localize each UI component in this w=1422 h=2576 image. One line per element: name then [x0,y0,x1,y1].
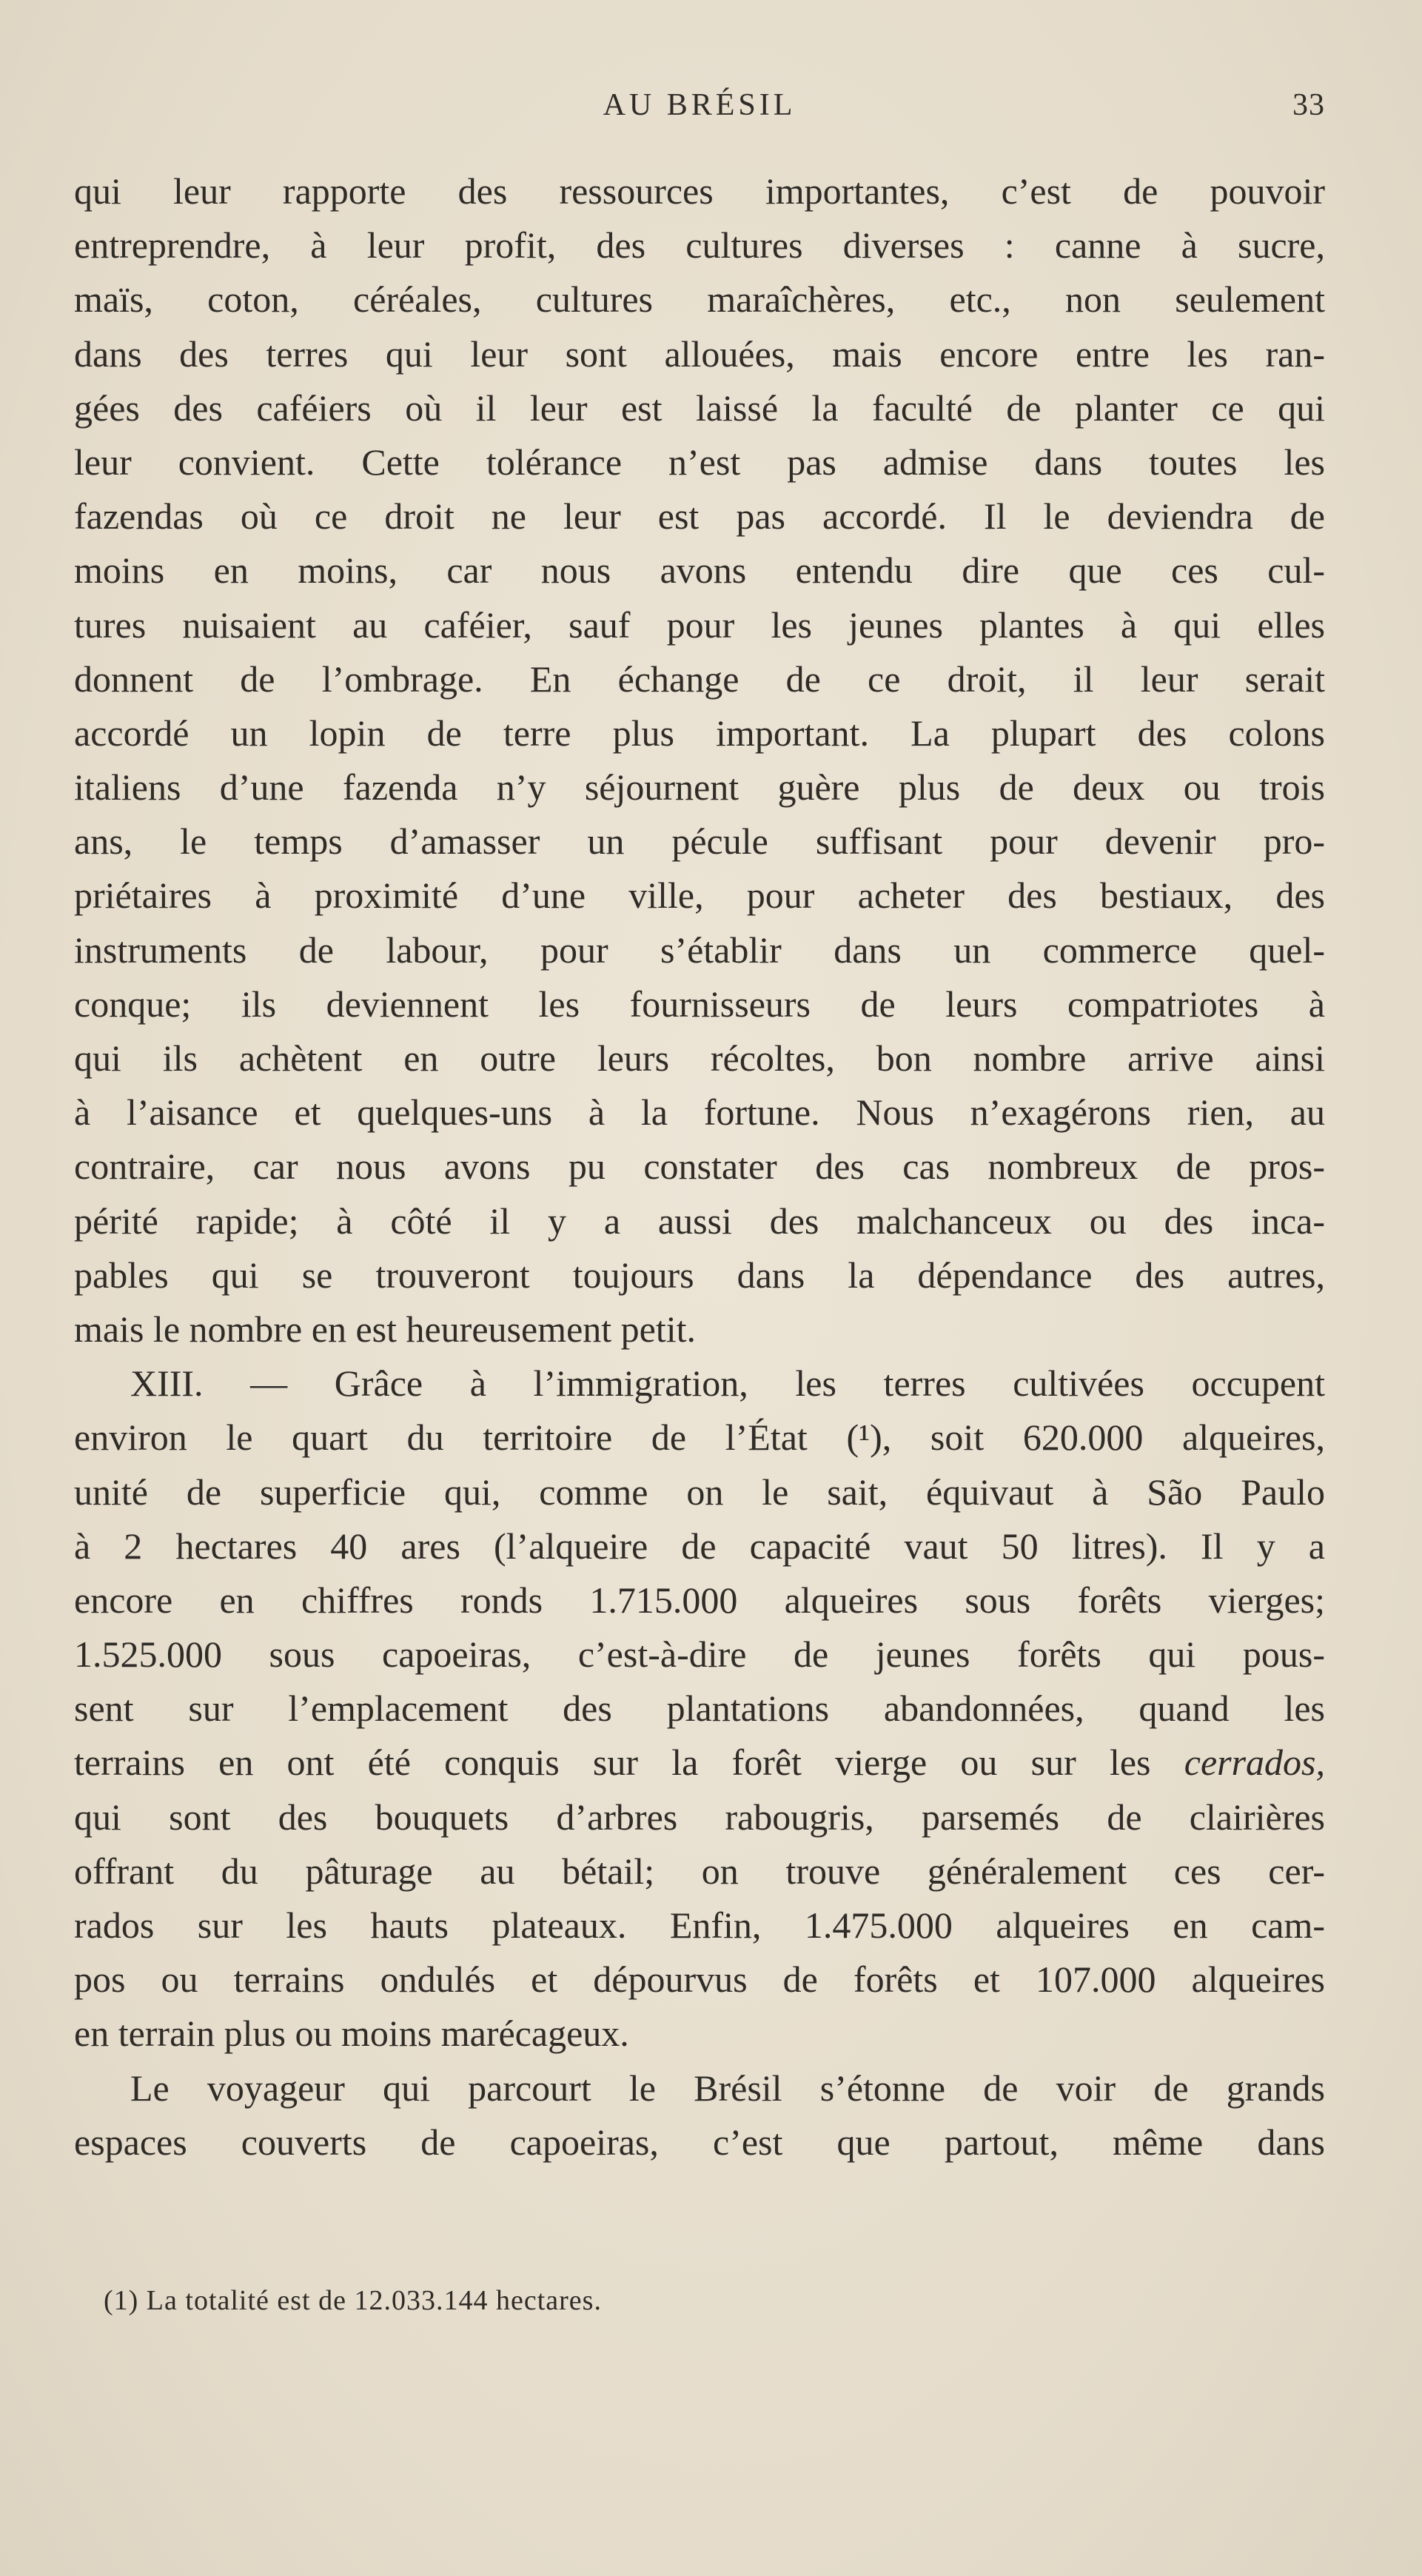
text-line: tures nuisaient au caféier, sauf pour les jeunes plantes à qui elles [74,603,1325,646]
text-line: instruments de labour, pour s’établir dans un commerce quel- [74,929,1325,971]
text-line: qui ils achètent en outre leurs récoltes, bon nombre arrive ainsi [74,1037,1325,1079]
text-line: sent sur l’emplacement des plantations abandonnées, quand les [74,1687,1325,1730]
text-line: conque; ils deviennent les fournisseurs de leurs compatriotes à [74,983,1325,1025]
text-line: pos ou terrains ondulés et dépourvus de forêts et 107.000 alqueires [74,1958,1325,2001]
text-line: espaces couverts de capoeiras, c’est que partout, même dans [74,2121,1325,2163]
text-line: à l’aisance et quelques-uns à la fortune. Nous n’exagérons rien, au [74,1091,1325,1134]
footnote: (1) La totalité est de 12.033.144 hectares. [104,2285,602,2316]
text-line: donnent de l’ombrage. En échange de ce droit, il leur serait [74,658,1325,700]
text-line: fazendas où ce droit ne leur est pas accordé. Il le deviendra de [74,495,1325,538]
text-line: moins en moins, car nous avons entendu dire que ces cul- [74,549,1325,592]
text-line: qui sont des bouquets d’arbres rabougris, parsemés de clairières [74,1796,1325,1838]
running-title: AU BRÉSIL [603,88,796,122]
text-line: environ le quart du territoire de l’État (¹), soit 620.000 alqueires, [74,1416,1325,1459]
text-line: entreprendre, à leur profit, des cultures diverses : canne à sucre, [74,224,1325,267]
text-line: maïs, coton, céréales, cultures maraîchères, etc., non seulement [74,278,1325,321]
text-line: priétaires à proximité d’une ville, pour acheter des bestiaux, des [74,874,1325,917]
text-line: rados sur les hauts plateaux. Enfin, 1.475.000 alqueires en cam- [74,1904,1325,1946]
text-line: offrant du pâturage au bétail; on trouve généralement ces cer- [74,1850,1325,1892]
page-number: 33 [1292,88,1325,122]
text-line-paragraph-start: Le voyageur qui parcourt le Brésil s’étonne de voir de grands [130,2067,1325,2109]
text-line: gées des caféiers où il leur est laissé la faculté de planter ce qui [74,387,1325,429]
text-line: qui leur rapporte des ressources importantes, c’est de pouvoir [74,170,1325,212]
text-line-with-italic [74,1736,1325,1790]
running-header [74,87,1325,132]
text-line: ans, le temps d’amasser un pécule suffisant pour devenir pro- [74,820,1325,863]
text-line: pables qui se trouveront toujours dans la dépendance des autres, [74,1254,1325,1296]
text-line: italiens d’une fazenda n’y séjournent guère plus de deux ou trois [74,766,1325,809]
text-line: 1.525.000 sous capoeiras, c’est-à-dire de jeunes forêts qui pous- [74,1633,1325,1676]
text-line: périté rapide; à côté il y a aussi des malchanceux ou des inca- [74,1200,1325,1242]
text-line: contraire, car nous avons pu constater des cas nombreux de pros- [74,1145,1325,1188]
body-text [74,164,1325,2169]
text-line-paragraph-end: en terrain plus ou moins marécageux. [74,2013,629,2055]
italic-term: cerrados, [1184,1742,1326,1784]
text-line-paragraph-end: mais le nombre en est heureusement petit. [74,1308,697,1350]
text-line: unité de superficie qui, comme on le sait, équivaut à São Paulo [74,1471,1325,1513]
text-line: accordé un lopin de terre plus important. La plupart des colons [74,712,1325,754]
text-line: à 2 hectares 40 ares (l’alqueire de capacité vaut 50 litres). Il y a [74,1525,1325,1567]
text-line: dans des terres qui leur sont allouées, mais encore entre les ran- [74,332,1325,375]
text-line: encore en chiffres ronds 1.715.000 alqueires sous forêts vierges; [74,1579,1325,1621]
text-line: leur convient. Cette tolérance n’est pas admise dans toutes les [74,441,1325,483]
text-line-segment: terrains en ont été conquis sur la forêt vierge ou sur les [74,1742,1151,1784]
text-line-paragraph-start: XIII. — Grâce à l’immigration, les terres cultivées occupent [130,1362,1325,1405]
